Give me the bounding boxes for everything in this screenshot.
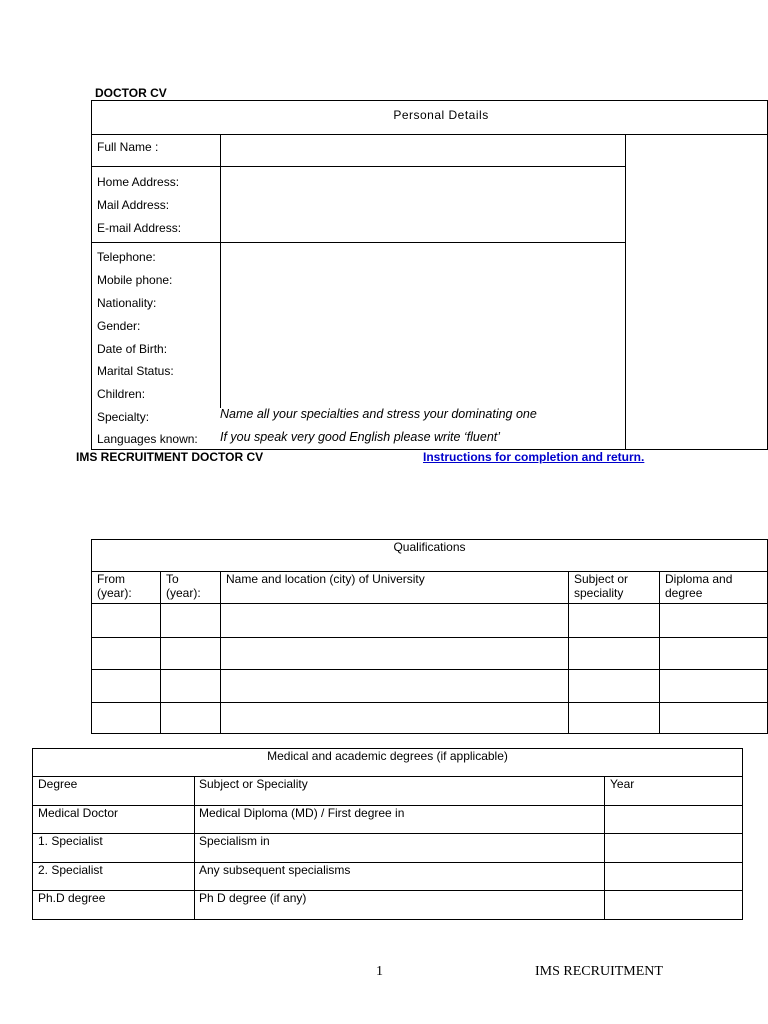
degree-cell: 2. Specialist: [38, 863, 103, 877]
qualifications-heading: Qualifications: [393, 540, 466, 554]
divider: [32, 890, 743, 891]
mail-address-label: Mail Address:: [97, 198, 170, 212]
document-title: DOCTOR CV: [95, 86, 167, 100]
divider: [32, 862, 743, 863]
table-row[interactable]: [92, 638, 767, 668]
specialty-hint[interactable]: Name all your specialties and stress your dominating one: [220, 407, 537, 421]
photo-cell[interactable]: [627, 136, 767, 448]
table-row[interactable]: [92, 703, 767, 733]
table-row[interactable]: [92, 604, 767, 636]
divider: [91, 242, 626, 243]
marital-status-label: Marital Status:: [97, 364, 174, 378]
divider: [91, 166, 626, 167]
home-address-label: Home Address:: [97, 175, 180, 189]
degree-cell: 1. Specialist: [38, 834, 103, 848]
column-header-subject: Subject or speciality: [574, 572, 629, 600]
page-number: 1: [376, 964, 383, 979]
full-name-field[interactable]: [222, 136, 624, 165]
subject-cell[interactable]: Ph D degree (if any): [199, 891, 307, 905]
degree-cell: Ph.D degree: [38, 891, 106, 905]
specialty-label: Specialty:: [97, 410, 150, 424]
ims-recruitment-label: IMS RECRUITMENT DOCTOR CV: [76, 450, 264, 464]
degree-cell: Medical Doctor: [38, 806, 119, 820]
column-header-subject-speciality: Subject or Speciality: [199, 777, 308, 791]
divider: [91, 134, 768, 135]
date-of-birth-label: Date of Birth:: [97, 342, 168, 356]
subject-cell[interactable]: Any subsequent specialisms: [199, 863, 351, 877]
email-address-label: E-mail Address:: [97, 221, 182, 235]
address-field[interactable]: [222, 168, 624, 241]
divider: [194, 776, 195, 920]
contact-details-field[interactable]: [222, 244, 624, 404]
year-cell[interactable]: [606, 864, 742, 889]
column-header-degree: Degree: [38, 777, 78, 791]
year-cell[interactable]: [606, 807, 742, 832]
subject-cell[interactable]: Specialism in: [199, 834, 270, 848]
mobile-phone-label: Mobile phone:: [97, 273, 173, 287]
nationality-label: Nationality:: [97, 296, 157, 310]
subject-cell[interactable]: Medical Diploma (MD) / First degree in: [199, 806, 405, 820]
divider: [604, 776, 605, 920]
divider: [220, 134, 221, 408]
instructions-link[interactable]: Instructions for completion and return.: [423, 450, 645, 464]
year-cell[interactable]: [606, 835, 742, 861]
column-header-to: To (year):: [166, 572, 201, 600]
children-label: Children:: [97, 387, 146, 401]
footer-company: IMS RECRUITMENT: [535, 964, 663, 979]
gender-label: Gender:: [97, 319, 141, 333]
languages-hint[interactable]: If you speak very good English please write ‘fluent’: [220, 430, 501, 444]
full-name-label: Full Name :: [97, 140, 159, 154]
year-cell[interactable]: [606, 892, 742, 919]
column-header-university: Name and location (city) of University: [226, 572, 425, 586]
column-header-diploma: Diploma and degree: [665, 572, 733, 600]
table-row[interactable]: [92, 670, 767, 701]
telephone-label: Telephone:: [97, 250, 156, 264]
column-header-from: From (year):: [97, 572, 132, 600]
photo-cell-divider: [625, 134, 626, 450]
languages-label: Languages known:: [97, 432, 198, 446]
column-header-year: Year: [610, 777, 635, 791]
divider: [32, 833, 743, 834]
divider: [32, 776, 743, 777]
degrees-heading: Medical and academic degrees (if applicable): [267, 749, 508, 763]
personal-details-heading: Personal Details: [393, 108, 489, 122]
